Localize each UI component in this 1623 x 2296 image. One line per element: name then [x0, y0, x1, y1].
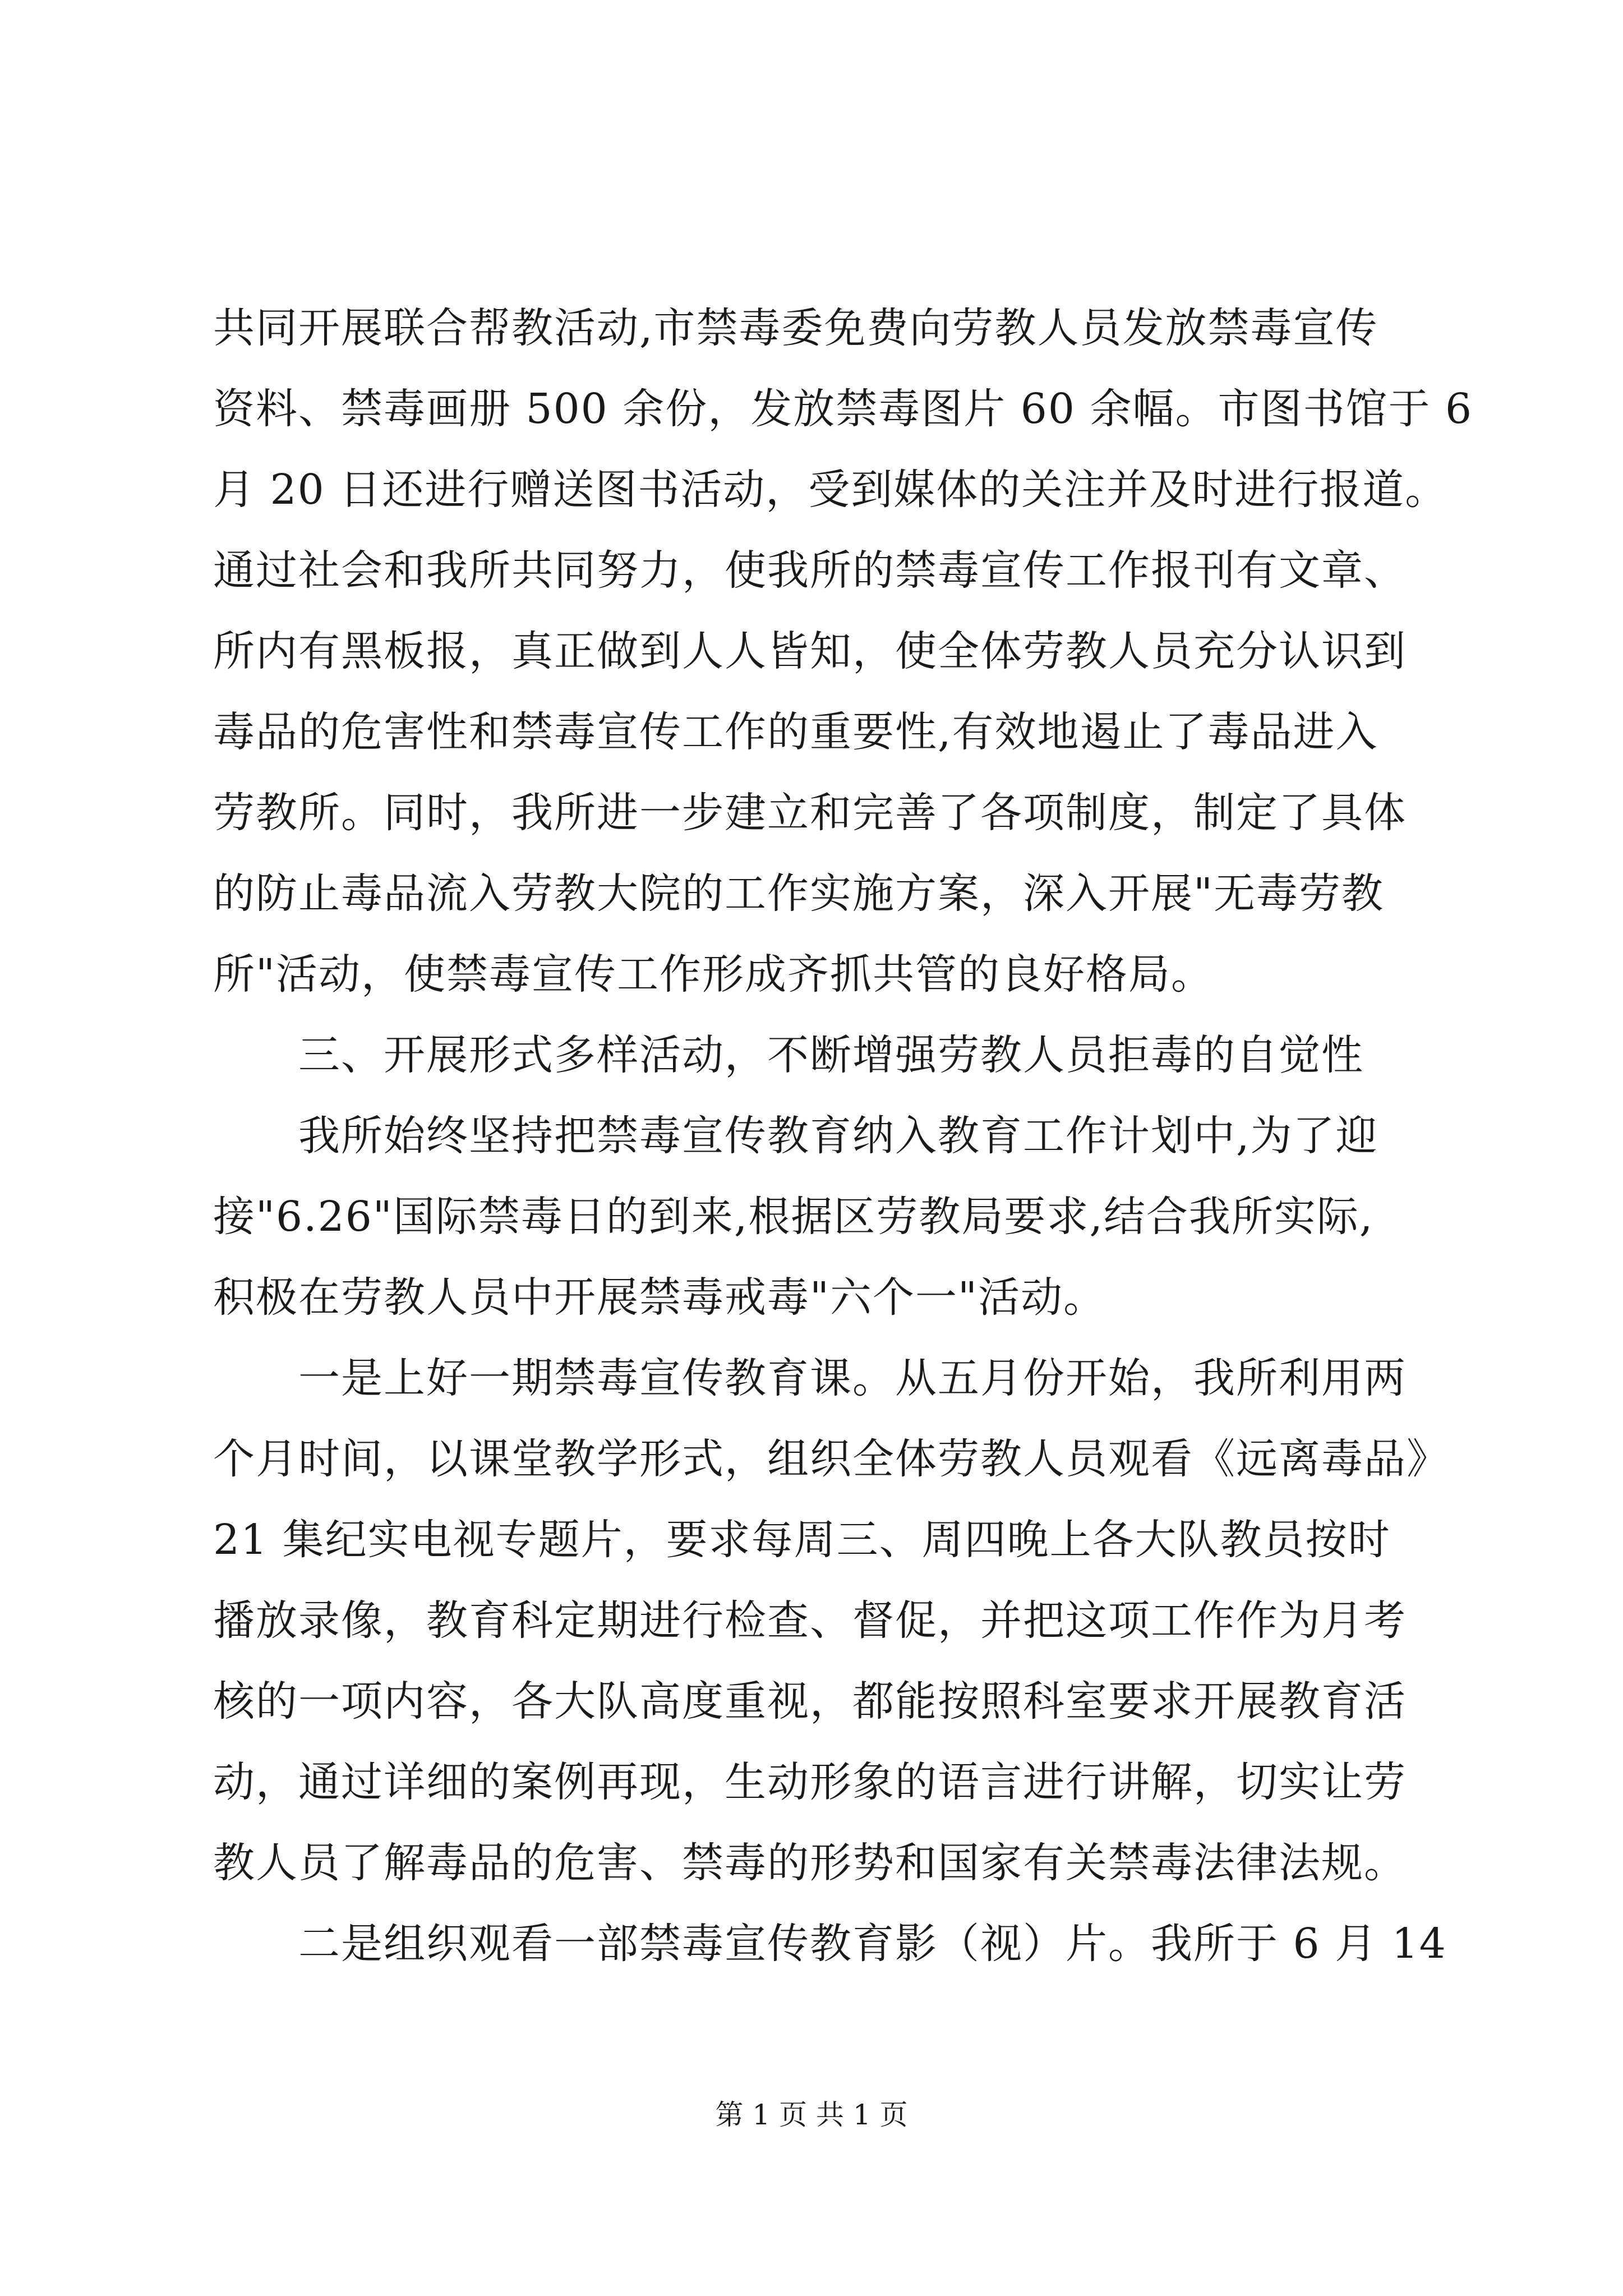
body-line-6: 毒品的危害性和禁毒宣传工作的重要性,有效地遏止了毒品进入 — [213, 708, 1378, 756]
section-heading: 三、开展形式多样活动，不断增强劳教人员拒毒的自觉性 — [298, 1031, 1364, 1079]
body-line-9: 所"活动，使禁毒宣传工作形成齐抓共管的良好格局。 — [213, 950, 1214, 999]
body-line-21: 二是组织观看一部禁毒宣传教育影（视）片。我所于 6 月 14 — [298, 1920, 1447, 1968]
body-line-17: 播放录像，教育科定期进行检查、督促，并把这项工作作为月考 — [213, 1596, 1407, 1645]
body-line-12: 接"6.26"国际禁毒日的到来,根据区劳教局要求,结合我所实际, — [213, 1193, 1374, 1241]
body-line-2: 资料、禁毒画册 500 余份，发放禁毒图片 60 余幅。市图书馆于 6 — [213, 385, 1473, 433]
body-line-19: 动，通过详细的案例再现，生动形象的语言进行讲解，切实让劳 — [213, 1758, 1407, 1806]
body-line-20: 教人员了解毒品的危害、禁毒的形势和国家有关禁毒法律法规。 — [213, 1839, 1407, 1887]
body-line-7: 劳教所。同时，我所进一步建立和完善了各项制度，制定了具体 — [213, 789, 1407, 837]
body-line-8: 的防止毒品流入劳教大院的工作实施方案，深入开展"无毒劳教 — [213, 869, 1385, 918]
page-number-footer: 第 1 页 共 1 页 — [715, 2099, 908, 2131]
body-line-13: 积极在劳教人员中开展禁毒戒毒"六个一"活动。 — [213, 1273, 1106, 1322]
body-line-3: 月 20 日还进行赠送图书活动，受到媒体的关注并及时进行报道。 — [213, 466, 1448, 514]
body-line-4: 通过社会和我所共同努力，使我所的禁毒宣传工作报刊有文章、 — [213, 546, 1407, 595]
body-line-16: 21 集纪实电视专题片，要求每周三、周四晚上各大队教员按时 — [213, 1516, 1391, 1564]
body-line-15: 个月时间，以课堂教学形式，组织全体劳教人员观看《远离毒品》 — [213, 1435, 1449, 1483]
body-line-5: 所内有黑板报，真正做到人人皆知，使全体劳教人员充分认识到 — [213, 627, 1407, 675]
body-line-18: 核的一项内容，各大队高度重视，都能按照科室要求开展教育活 — [213, 1677, 1407, 1726]
body-line-11: 我所始终坚持把禁毒宣传教育纳入教育工作计划中,为了迎 — [298, 1112, 1378, 1160]
body-line-1: 共同开展联合帮教活动,市禁毒委免费向劳教人员发放禁毒宣传 — [213, 304, 1378, 352]
body-line-14: 一是上好一期禁毒宣传教育课。从五月份开始，我所利用两 — [298, 1354, 1407, 1402]
